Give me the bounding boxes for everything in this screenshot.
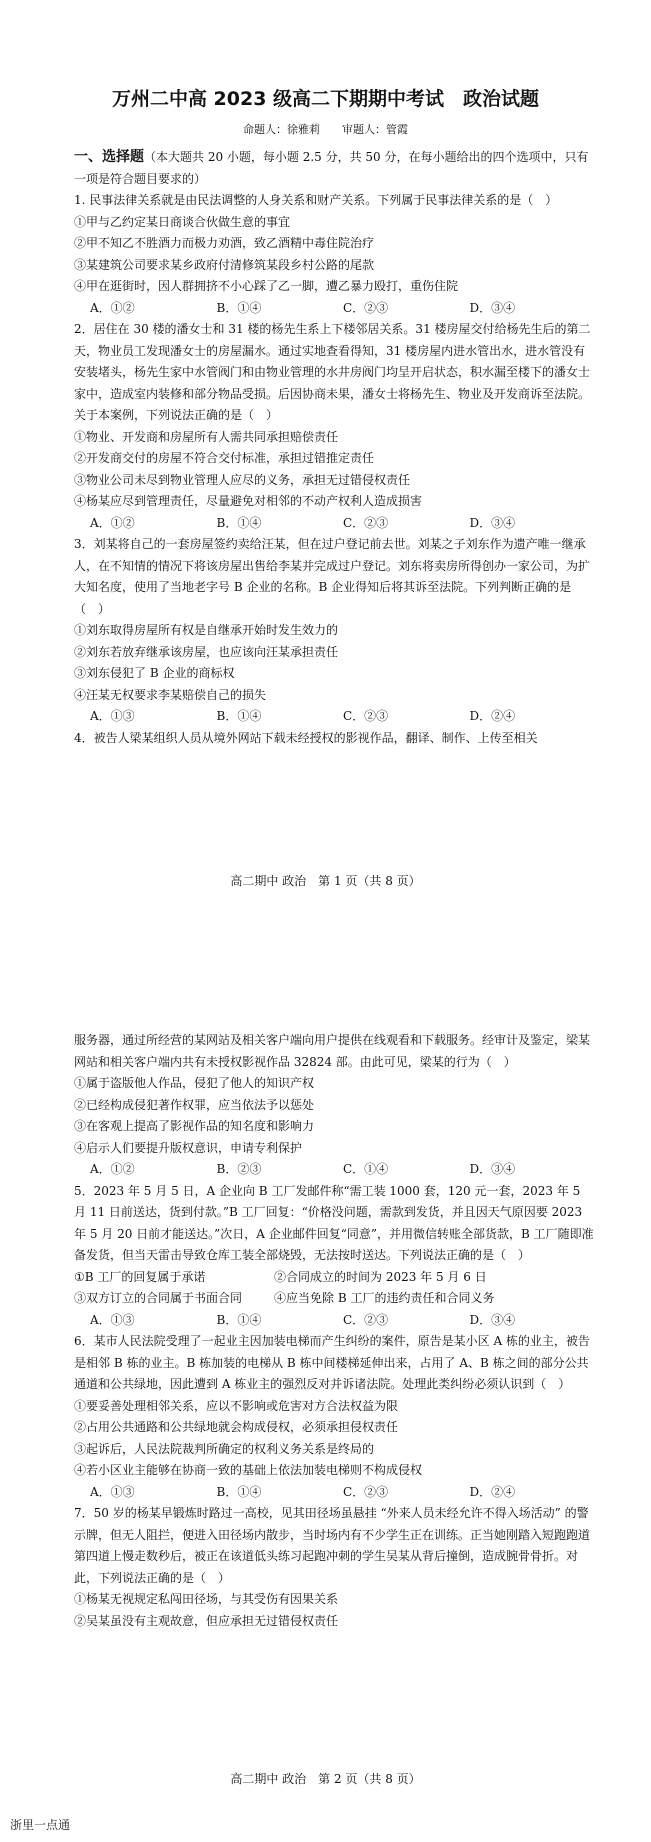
exam-title: 万州二中高 2023 级高二下期期中考试 政治试题 — [111, 88, 540, 110]
choice-b[interactable]: B．①④ — [216, 515, 262, 530]
question-option: ②甲不知乙不胜酒力而极力劝酒，致乙酒精中毒住院治疗 — [74, 236, 375, 250]
question-option: ①物业、开发商和房屋所有人需共同承担赔偿责任 — [74, 429, 339, 444]
page-1-footer: 高二期中 政治 第 1 页（共 8 页） — [230, 874, 421, 888]
question-3 — [74, 534, 596, 728]
choice-a[interactable]: A．①③ — [90, 1312, 135, 1327]
question-2 — [74, 319, 596, 534]
exam-page-1 — [0, 0, 651, 905]
question-option: ①B 工厂的回复属于承诺 — [74, 1269, 206, 1284]
question-option: ②已经构成侵犯著作权罪，应当依法予以惩处 — [74, 1097, 315, 1112]
option-row — [74, 1288, 596, 1310]
section-label: 一、选择题 — [74, 149, 144, 165]
answer-choices — [74, 513, 596, 535]
choice-c[interactable]: C．②③ — [343, 1484, 389, 1499]
question-stem: 服务器，通过所经营的某网站及相关客户端向用户提供在线观看和下载服务。经审计及鉴定，梁某网站和相关客户端内共有未授权影视作品 32824 部。由此可见，梁某的行为（ ） — [74, 1033, 591, 1069]
option-row — [74, 1267, 596, 1289]
choice-a[interactable]: A．①② — [90, 1162, 135, 1176]
choice-d[interactable]: D．③④ — [469, 1162, 516, 1176]
question-5 — [74, 1181, 596, 1332]
question-option: ①杨某无视规定私闯田径场，与其受伤有因果关系 — [74, 1592, 339, 1606]
question-option: ①属于盗版他人作品，侵犯了他人的知识产权 — [74, 1076, 315, 1090]
section-description: （本大题共 20 小题，每小题 2.5 分，共 50 分，在每小题给出的四个选项中，只有一项是符合题目要求的） — [74, 150, 589, 186]
page-2-footer: 高二期中 政治 第 2 页（共 8 页） — [230, 1772, 421, 1786]
answer-choices — [74, 1159, 596, 1181]
choice-a[interactable]: A．①② — [90, 515, 135, 530]
choice-a[interactable]: A．①③ — [90, 1484, 135, 1499]
question-option: ③起诉后，人民法院裁判所确定的权利义务关系是终局的 — [74, 1441, 375, 1456]
choice-a[interactable]: A．①② — [90, 300, 135, 315]
question-option: ②占用公共通路和公共绿地就会构成侵权，必须承担侵权责任 — [74, 1420, 399, 1434]
question-stem: 1. 民事法律关系就是由民法调整的人身关系和财产关系。下列属于民事法律关系的是（ ） — [74, 193, 558, 207]
section-heading — [74, 147, 596, 190]
exam-page-2 — [0, 1000, 651, 1842]
question-option: ①甲与乙约定某日商谈合伙做生意的事宜 — [74, 214, 291, 229]
choice-d[interactable]: D．③④ — [469, 300, 516, 315]
question-option: ①要妥善处理相邻关系，应以不影响或危害对方合法权益为限 — [74, 1398, 399, 1413]
question-option: ④甲在逛街时，因人群拥挤不小心踩了乙一脚，遭乙暴力殴打，重伤住院 — [74, 279, 459, 293]
question-stem: 6．某市人民法院受理了一起业主因加装电梯而产生纠纷的案件，原告是某小区 A 栋的业主，被告是相邻 B 栋的业主。B 栋加装的电梯从 B 栋中间楼梯延伸出来，占用了 A、B 栋之间的部分公共通道和公共绿地，因此遭到 A 栋业主的强烈反对并诉诸法院。处理此类纠纷必须认识到（ ） — [74, 1334, 590, 1391]
choice-b[interactable]: B．①④ — [216, 1484, 262, 1499]
question-option: ④杨某应尽到管理责任，尽量避免对相邻的不动产权利人造成损害 — [74, 494, 423, 508]
exam-authors: 命题人：徐雅莉 审题人：管霞 — [243, 123, 408, 136]
choice-d[interactable]: D．③④ — [469, 1312, 516, 1327]
choice-b[interactable]: B．②③ — [216, 1162, 262, 1176]
answer-choices — [74, 1310, 596, 1332]
choice-c[interactable]: C．②③ — [343, 300, 389, 315]
choice-c[interactable]: C．①④ — [343, 1162, 389, 1176]
question-4-stem-part1: 4．被告人梁某组织人员从境外网站下载未经授权的影视作品，翻译、制作、上传至相关 — [74, 730, 538, 745]
question-option: ④启示人们要提升版权意识，申请专利保护 — [74, 1140, 303, 1155]
choice-d[interactable]: D．②④ — [469, 709, 516, 723]
question-option: ②开发商交付的房屋不符合交付标准，承担过错推定责任 — [74, 451, 375, 465]
answer-choices — [74, 298, 596, 320]
choice-d[interactable]: D．②④ — [469, 1484, 516, 1499]
choice-c[interactable]: C．②③ — [343, 709, 389, 723]
choice-b[interactable]: B．①④ — [216, 300, 262, 315]
choice-b[interactable]: B．①④ — [216, 1312, 262, 1327]
choice-c[interactable]: C．②③ — [343, 515, 389, 530]
watermark-text: 浙里一点通 — [10, 1818, 71, 1832]
question-6 — [74, 1331, 596, 1503]
answer-choices — [74, 706, 596, 728]
question-7 — [74, 1503, 596, 1632]
question-4 — [74, 1030, 596, 1181]
question-stem: 3．刘某将自己的一套房屋签约卖给汪某，但在过户登记前去世。刘某之子刘东作为遗产唯一继承人，在不知情的情况下将该房屋出售给李某并完成过户登记。刘东将卖房所得创办一家公司，为扩大知名度，使用了当地老字号 B 企业的名称。B 企业得知后将其诉至法院。下列判断正确的是（ ） — [74, 537, 591, 616]
question-stem: 5．2023 年 5 月 5 日，A 企业向 B 工厂发邮件称“需工装 1000 套，120 元一套，2023 年 5 月 11 日前送达，货到付款。”B 工厂回复：“价格没问题，需款到发货，并且因天气原因要 2023 年 5 月 20 日前才能送达。”次日，A 企业邮件回复“同意”，并用微信转账全部货款，B 工厂随即准备发货，但当天雷击导致仓库工装全部烧毁，无法按时送达。下列说法正确的是（ ） — [74, 1183, 594, 1262]
question-option: ④应当免除 B 工厂的违约责任和合同义务 — [274, 1291, 495, 1305]
page-2-content — [74, 1030, 596, 1632]
question-option: ②吴某虽没有主观故意，但应承担无过错侵权责任 — [74, 1613, 339, 1628]
question-option: ③在客观上提高了影视作品的知名度和影响力 — [74, 1119, 315, 1133]
question-option: ③双方订立的合同属于书面合同 — [74, 1291, 243, 1305]
question-stem: 7．50 岁的杨某早锻炼时路过一高校，见其田径场虽悬挂 “外来人员未经允许不得入场活动” 的警示牌，但无人阻拦，便进入田径场内散步，当时场内有不少学生正在训练。正当她刚踏入短跑跑道第四道上慢走数秒后，被正在该道低头练习起跑冲刺的学生吴某从背后撞倒，造成腕骨骨折。对此，下列说法正确的是（ ） — [74, 1506, 591, 1585]
question-option: ①刘东取得房屋所有权是自继承开始时发生效力的 — [74, 623, 339, 637]
question-1 — [74, 190, 596, 319]
question-option: ③刘东侵犯了 B 企业的商标权 — [74, 666, 235, 680]
question-stem: 2．居住在 30 楼的潘女士和 31 楼的杨先生系上下楼邻居关系。31 楼房屋交付给杨先生后的第二天，物业员工发现潘女士的房屋漏水。通过实地查看得知，31 楼房屋内进水管出水，进水管没有安装堵头，杨先生家中水管阀门和由物业管理的水井房阀门均呈开启状态，积水漏至楼下的潘女士家中，造成室内装修和部分物品受损。后因协商未果，潘女士将杨先生、物业及开发商诉至法院。关于本案例，下列说法正确的是（ ） — [74, 322, 591, 422]
question-option: ②合同成立的时间为 2023 年 5 月 6 日 — [274, 1269, 487, 1284]
choice-a[interactable]: A．①③ — [90, 709, 135, 723]
question-option: ④汪某无权要求李某赔偿自己的损失 — [74, 687, 267, 702]
answer-choices — [74, 1482, 596, 1504]
choice-b[interactable]: B．①④ — [216, 709, 262, 723]
choice-d[interactable]: D．③④ — [469, 515, 516, 530]
choice-c[interactable]: C．②③ — [343, 1312, 389, 1327]
question-option: ③某建筑公司要求某乡政府付清修筑某段乡村公路的尾款 — [74, 257, 375, 272]
question-option: ④若小区业主能够在协商一致的基础上依法加装电梯则不构成侵权 — [74, 1463, 423, 1477]
question-option: ②刘东若放弃继承该房屋，也应该向汪某承担责任 — [74, 644, 339, 659]
question-option: ③物业公司未尽到物业管理人应尽的义务，承担无过错侵权责任 — [74, 472, 411, 487]
page-1-content — [74, 147, 596, 749]
